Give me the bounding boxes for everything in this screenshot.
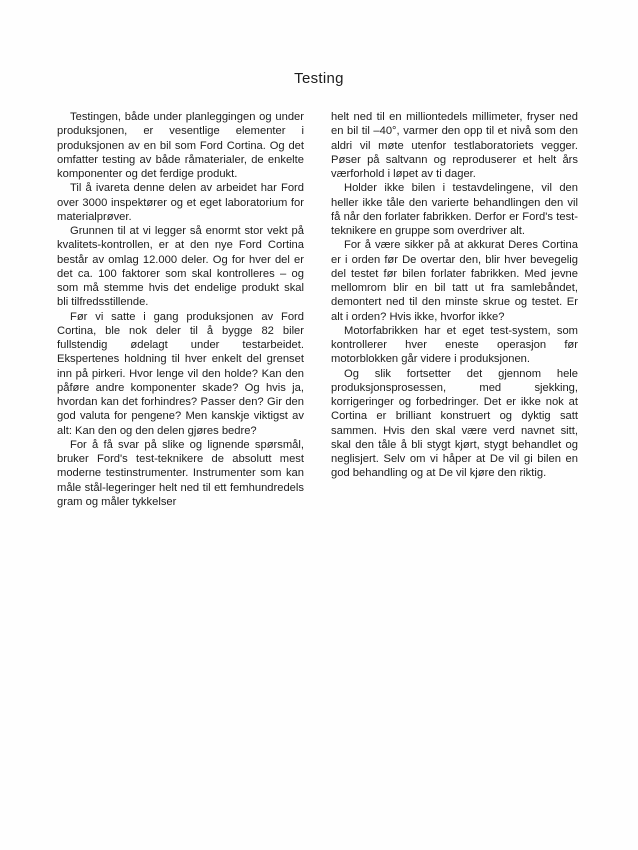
paragraph-continuation: helt ned til en milliontedels millimeter, fryser ned en bil til –40°, varmer den opp til et nivå som den aldri vil møte utenfor testlaboratoriets vegger. Pøser på saltvann og reproduserer et helt års værforhold i løpet av ti dager. bbox=[331, 111, 578, 180]
paragraph: For å få svar på slike og lignende spørsmål, bruker Ford's test-teknikere de absolutt mest moderne testinstrumenter. Instrumenter som kan måle stål-legeringer helt ned til ett femhundredels gram og måler tykkelser bbox=[57, 438, 304, 508]
paragraph: Holder ikke bilen i testavdelingene, vil den heller ikke tåle den varierte behandlingen den vil få når den forlater fabrikken. Derfor er Ford's test-teknikere en gruppe som overdriver alt. bbox=[331, 182, 578, 237]
paragraph: Grunnen til at vi legger så enormt stor vekt på kvalitets-kontrollen, er at den nye Ford Cortina består av omlag 12.000 deler. Og for hver del er det ca. 100 faktorer som skal kontrolleres – og som må stemme hvis det endelige produkt skal bli tilfredsstillende. bbox=[57, 225, 304, 309]
paragraph: Motorfabrikken har et eget test-system, som kontrollerer hver eneste operasjon før motorblokken går videre i produksjonen. bbox=[331, 324, 578, 366]
left-column bbox=[57, 110, 304, 509]
right-column bbox=[331, 110, 578, 481]
paragraph: Testingen, både under planleggingen og under produksjonen, er vesentlige elementer i produksjonen av en bil som Ford Cortina. Og det omfatter testing av både råmaterialer, de enkelte komponenter og det ferdige produkt. bbox=[57, 111, 304, 180]
paragraph: Før vi satte i gang produksjonen av Ford Cortina, ble nok deler til å bygge 82 biler fullstendig ødelagt under testarbeidet. Ekspertenes holdning til hver enkelt del grenset inn på pirkeri. Hvor lenge vil den holde? Kan den påføre andre komponenter skade? Og hvis ja, hvordan kan det forhindres? Passer den? Gir den god valuta for pengene? Men kanskje viktigst av alt: Kan den og den delen gjøres bedre? bbox=[57, 310, 304, 437]
paragraph: Til å ivareta denne delen av arbeidet har Ford over 3000 inspektører og et eget laboratorium for materialprøver. bbox=[57, 182, 304, 223]
paragraph: Og slik fortsetter det gjennom hele produksjonsprosessen, med sjekking, korrigeringer og forbedringer. Det er ikke nok at Cortina er brilliant konstruert og dyktig satt sammen. Hvis den skal være verd navnet sitt, skal den tåle å bli stygt kjørt, stygt behandlet og neglisjert. Selv om vi håper at De vil gi bilen en god behandling og at De vil kjøre den riktig. bbox=[331, 367, 578, 480]
page-title: Testing bbox=[294, 70, 344, 87]
paragraph: For å være sikker på at akkurat Deres Cortina er i orden før De overtar den, blir hver bevegelig del testet før bilen forlater fabrikken. Med jevne mellomrom blir en bil tatt ut fra samlebåndet, demontert ned til den minste skrue og testet. Er alt i orden? Hvis ikke, hvorfor ikke? bbox=[331, 239, 578, 323]
